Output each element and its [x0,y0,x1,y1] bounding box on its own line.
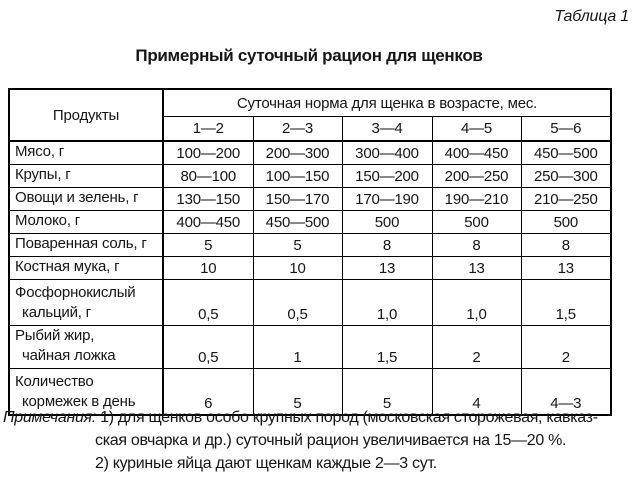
cell-value: 5 [253,369,342,415]
cell-value: 400—450 [432,141,521,165]
cell-value: 250—300 [521,165,611,188]
ration-table [8,88,612,416]
row-label: Рыбий жир, чайная ложка [9,326,163,369]
cell-value: 8 [521,234,611,257]
row-label: Фосфорнокислый кальций, г [9,280,163,326]
cell-value: 2 [432,326,521,369]
cell-value: 1,5 [342,326,432,369]
header-row-main [9,89,611,117]
cell-value: 13 [521,257,611,280]
cell-value: 200—300 [253,141,342,165]
table-title: Примерный суточный рацион для щенков [135,46,483,65]
row-label: Крупы, г [9,165,163,188]
row-label: Овощи и зелень, г [9,188,163,211]
cell-value: 8 [432,234,521,257]
column-header-age-1-2: 1—2 [163,117,253,142]
table-caption: Таблица 1 [554,8,629,25]
cell-value: 500 [342,211,432,234]
cell-value: 5 [342,369,432,415]
cell-value: 0,5 [253,280,342,326]
row-label: Количество кормежек в день [9,369,163,415]
note-line-1 [3,406,637,429]
cell-value: 1,5 [521,280,611,326]
table-row-bone-meal [9,257,611,280]
cell-value: 150—170 [253,188,342,211]
cell-value: 150—200 [342,165,432,188]
column-header-age-4-5: 4—5 [432,117,521,142]
row-label: Костная мука, г [9,257,163,280]
table-row-salt [9,234,611,257]
cell-value: 4—3 [521,369,611,415]
cell-value: 450—500 [253,211,342,234]
cell-value: 1 [253,326,342,369]
cell-value: 1,0 [432,280,521,326]
column-header-age-3-4: 3—4 [342,117,432,142]
cell-value: 13 [342,257,432,280]
table-row-calcium-phosphate [9,280,611,326]
row-label: Мясо, г [9,141,163,165]
table-row-vegetables [9,188,611,211]
column-header-age-5-6: 5—6 [521,117,611,142]
cell-value: 2 [521,326,611,369]
cell-value: 300—400 [342,141,432,165]
row-label: Молоко, г [9,211,163,234]
cell-value: 400—450 [163,211,253,234]
column-header-products: Продукты [9,89,163,141]
notes-block [3,406,637,475]
cell-value: 450—500 [521,141,611,165]
cell-value: 170—190 [342,188,432,211]
cell-value: 1,0 [342,280,432,326]
cell-value: 190—210 [432,188,521,211]
cell-value: 4 [432,369,521,415]
cell-value: 5 [163,234,253,257]
table-row-milk [9,211,611,234]
cell-value: 100—150 [253,165,342,188]
column-header-age-span: Суточная норма для щенка в возрасте, мес. [163,89,611,117]
row-label: Поваренная соль, г [9,234,163,257]
cell-value: 80—100 [163,165,253,188]
cell-value: 5 [253,234,342,257]
cell-value: 13 [432,257,521,280]
cell-value: 8 [342,234,432,257]
cell-value: 500 [432,211,521,234]
cell-value: 130—150 [163,188,253,211]
cell-value: 500 [521,211,611,234]
table-row-meat [9,141,611,165]
notes-label: Примечания: [3,409,96,426]
cell-value: 0,5 [163,280,253,326]
cell-value: 200—250 [432,165,521,188]
note-item-1-start: 1) для щенков особо крупных пород (московская сторожевая, кавказ- [100,409,598,426]
note-item-2: 2) куриные яйца дают щенкам каждые 2—3 сут. [95,455,437,472]
cell-value: 6 [163,369,253,415]
cell-value: 0,5 [163,326,253,369]
cell-value: 10 [163,257,253,280]
note-item-1-continuation: ская овчарка и др.) суточный рацион увеличивается на 15—20 %. [95,432,567,449]
column-header-age-2-3: 2—3 [253,117,342,142]
cell-value: 10 [253,257,342,280]
cell-value: 100—200 [163,141,253,165]
cell-value: 210—250 [521,188,611,211]
table-row-fish-oil [9,326,611,369]
table-row-cereals [9,165,611,188]
